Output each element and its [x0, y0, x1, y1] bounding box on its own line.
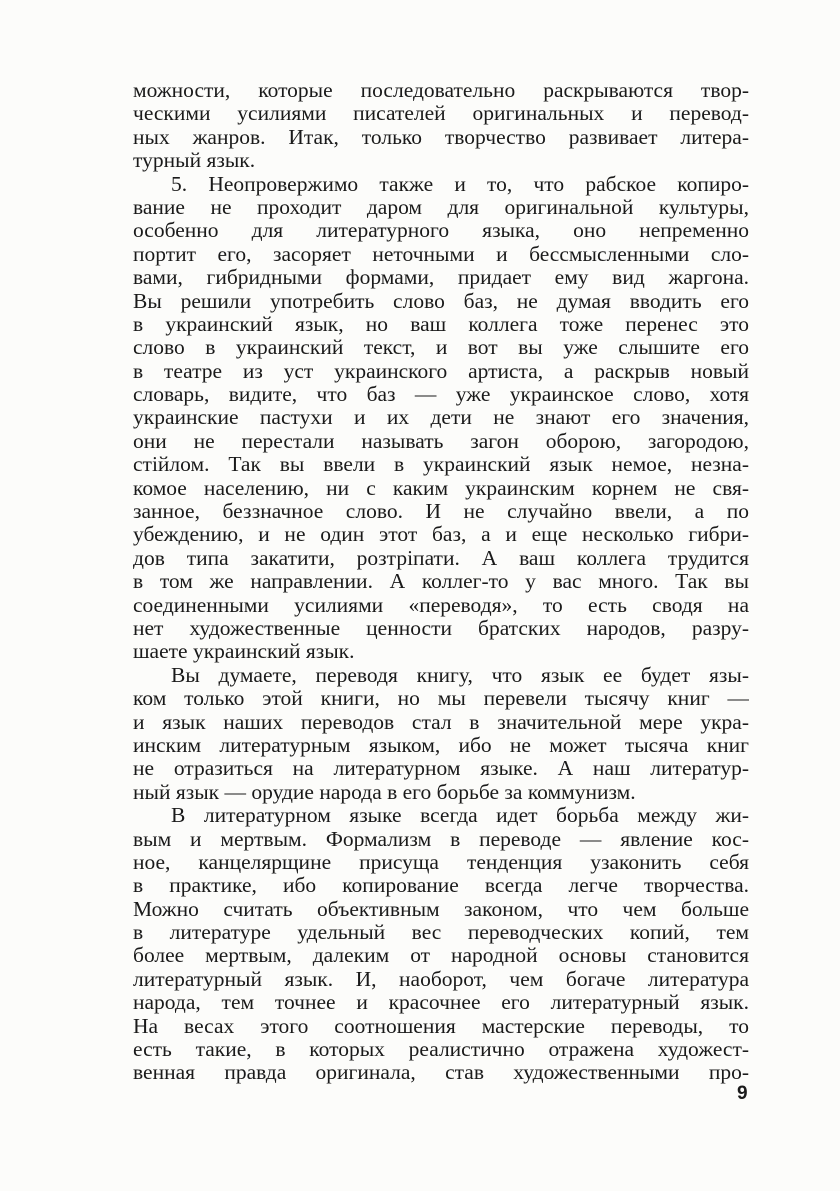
text-line: литературный язык. И, наоборот, чем богаче литература	[133, 967, 749, 991]
text-line: ное, канцелярщине присуща тенденция узаконить себя	[133, 850, 749, 874]
text-line: В литературном языке всегда идет борьба между жи-	[171, 804, 749, 828]
text-line: в практике, ибо копирование всегда легче творчества.	[133, 874, 749, 898]
text-line: Можно считать объективным законом, что чем больше	[133, 897, 749, 921]
text-line: в литературе удельный вес переводческих копий, тем	[133, 921, 749, 945]
page-number: 9	[737, 1083, 748, 1104]
text-line: ных жанров. Итак, только творчество развивает литера-	[133, 125, 749, 149]
text-line: вание не проходит даром для оригинальной культуры,	[133, 195, 749, 219]
text-line: Вы думаете, переводя книгу, что язык ее будет язы-	[171, 663, 749, 687]
text-line: занное, беззначное слово. И не случайно ввели, а по	[133, 500, 749, 524]
text-line: Вы решили употребить слово баз, не думая вводить его	[133, 289, 749, 313]
text-line: особенно для литературного языка, оно непременно	[133, 219, 749, 243]
text-line: ком только этой книги, но мы перевели тысячу книг —	[133, 687, 749, 711]
body-text	[133, 79, 749, 1085]
text-line: не отразиться на литературном языке. А наш литератур-	[133, 757, 749, 781]
text-line: соединенными усилиями «переводя», то есть сводя на	[133, 593, 749, 617]
text-line: ческими усилиями писателей оригинальных и перевод-	[133, 102, 749, 126]
text-line: венная правда оригинала, став художественными про-	[133, 1061, 749, 1085]
text-line: ный язык — орудие народа в его борьбе за коммунизм.	[133, 780, 636, 804]
text-line: стiйлом. Так вы ввели в украинский язык немое, незна-	[133, 453, 749, 477]
text-line: комое населению, ни с каким украинским корнем не свя-	[133, 476, 749, 500]
text-line: инским литературным языком, ибо не может тысяча книг	[133, 733, 749, 757]
text-line: нет художественные ценности братских народов, разру-	[133, 616, 749, 640]
text-line: шаете украинский язык.	[133, 640, 355, 664]
text-line: 5. Неопровержимо также и то, что рабское копиро-	[171, 172, 749, 196]
text-line: и язык наших переводов стал в значительной мере укра-	[133, 710, 749, 734]
text-line: в том же направлении. А коллег-то у вас много. Так вы	[133, 570, 749, 594]
text-line: словарь, видите, что баз — уже украинское слово, хотя	[133, 383, 749, 407]
text-line: слово в украинский текст, и вот вы уже слышите его	[133, 336, 749, 360]
text-line: можности, которые последовательно раскрываются твор-	[133, 79, 749, 102]
text-line: народа, тем точнее и красочнее его литературный язык.	[133, 991, 749, 1015]
text-line: турный язык.	[133, 149, 256, 173]
text-line: есть такие, в которых реалистично отражена художест-	[133, 1038, 749, 1062]
text-line: дов типа закатити, розтрiпати. А ваш коллега трудится	[133, 546, 749, 570]
text-line: в театре из уст украинского артиста, а раскрыв новый	[133, 359, 749, 383]
text-line: украинские пастухи и их дети не знают его значения,	[133, 406, 749, 430]
text-line: портит его, засоряет неточными и бессмысленными сло-	[133, 242, 749, 266]
text-line: На весах этого соотношения мастерские переводы, то	[133, 1014, 749, 1038]
text-line: в украинский язык, но ваш коллега тоже перенес это	[133, 312, 749, 336]
text-line: вым и мертвым. Формализм в переводе — явление кос-	[133, 827, 749, 851]
text-line: более мертвым, далеким от народной основы становится	[133, 944, 749, 968]
text-line: вами, гибридными формами, придает ему вид жаргона.	[133, 266, 749, 290]
text-line: убеждению, и не один этот баз, а и еще несколько гибри-	[133, 523, 749, 547]
text-line: они не перестали называть загон оборою, загородою,	[133, 429, 749, 453]
